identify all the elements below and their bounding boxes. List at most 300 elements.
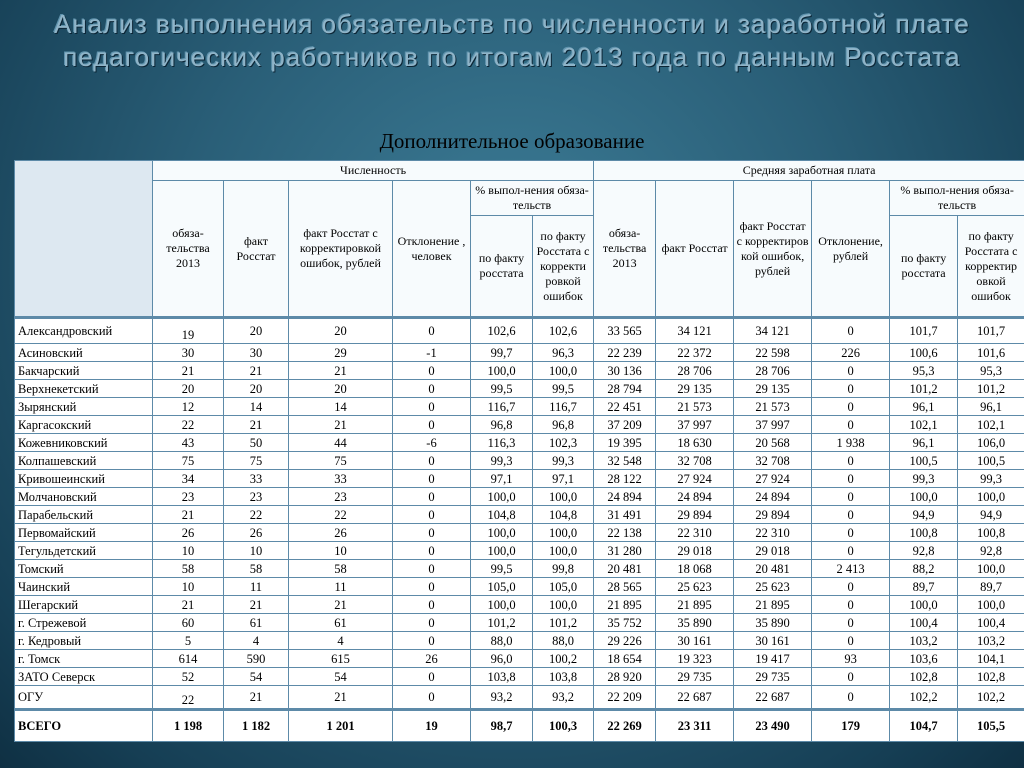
table-cell: 102,3 — [533, 434, 594, 452]
table-cell: 100,0 — [890, 488, 958, 506]
table-cell: 101,2 — [890, 380, 958, 398]
table-cell: 99,5 — [471, 560, 533, 578]
table-cell: 0 — [393, 596, 471, 614]
table-cell: 105,0 — [471, 578, 533, 596]
total-row — [15, 710, 1024, 742]
table-cell: 0 — [393, 506, 471, 524]
table-cell: 22 209 — [594, 686, 656, 710]
table-cell: 52 — [153, 668, 224, 686]
table-row — [15, 578, 1024, 596]
table-cell: 37 209 — [594, 416, 656, 434]
table-cell: 26 — [224, 524, 289, 542]
table-cell: 29 894 — [734, 506, 812, 524]
table-cell: 99,8 — [533, 560, 594, 578]
table-cell: 28 794 — [594, 380, 656, 398]
table-cell: 4 — [289, 632, 393, 650]
table-cell: 0 — [812, 452, 890, 470]
table-cell: 21 — [224, 416, 289, 434]
table-cell: 0 — [812, 524, 890, 542]
table-cell: 0 — [393, 578, 471, 596]
table-cell: 30 161 — [734, 632, 812, 650]
row-name: ОГУ — [15, 686, 153, 710]
table-cell: 21 — [224, 686, 289, 710]
table-cell: 102,1 — [958, 416, 1024, 434]
table-cell: 0 — [393, 488, 471, 506]
row-name: г. Томск — [15, 650, 153, 668]
table-cell: 101,6 — [958, 344, 1024, 362]
table-cell: 116,3 — [471, 434, 533, 452]
table-cell: 0 — [393, 632, 471, 650]
table-cell: 1 198 — [153, 710, 224, 742]
table-cell: 20 — [224, 318, 289, 344]
table-row — [15, 632, 1024, 650]
table-cell: 21 — [153, 506, 224, 524]
table-cell: 0 — [812, 380, 890, 398]
table-cell: 96,1 — [890, 398, 958, 416]
table-cell: 22 598 — [734, 344, 812, 362]
table-cell: 0 — [812, 398, 890, 416]
table-cell: 29 018 — [656, 542, 734, 560]
table-cell: 21 895 — [656, 596, 734, 614]
table-cell: 22 269 — [594, 710, 656, 742]
table-cell: 30 — [153, 344, 224, 362]
table-cell: 32 708 — [656, 452, 734, 470]
table-cell: 101,7 — [890, 318, 958, 344]
table-cell: 0 — [812, 668, 890, 686]
row-name: Бакчарский — [15, 362, 153, 380]
table-cell: 54 — [289, 668, 393, 686]
table-cell: 61 — [224, 614, 289, 632]
table-cell: 0 — [393, 614, 471, 632]
table-cell: 97,1 — [533, 470, 594, 488]
row-name: Первомайский — [15, 524, 153, 542]
row-name: Кривошеинский — [15, 470, 153, 488]
table-cell: 106,0 — [958, 434, 1024, 452]
table-cell: 96,1 — [890, 434, 958, 452]
header-group-count: Численность — [153, 161, 594, 181]
table-cell: 100,0 — [890, 596, 958, 614]
table-cell: 89,7 — [958, 578, 1024, 596]
table-cell: 99,3 — [958, 470, 1024, 488]
table-cell: 104,1 — [958, 650, 1024, 668]
table-cell: 0 — [812, 614, 890, 632]
table-cell: 100,6 — [890, 344, 958, 362]
table-cell: 0 — [393, 380, 471, 398]
table-cell: 0 — [812, 596, 890, 614]
table-row — [15, 560, 1024, 578]
header-percent-group: % выпол-нения обяза-тельств — [471, 181, 594, 216]
table-cell: 1 938 — [812, 434, 890, 452]
table-cell: 37 997 — [734, 416, 812, 434]
table-cell: 0 — [812, 318, 890, 344]
table-cell: 18 654 — [594, 650, 656, 668]
table-cell: 58 — [289, 560, 393, 578]
table-row — [15, 318, 1024, 344]
row-name: Александровский — [15, 318, 153, 344]
table-cell: 23 490 — [734, 710, 812, 742]
table-cell: 29 735 — [656, 668, 734, 686]
table-cell: 10 — [289, 542, 393, 560]
table-cell: 19 — [393, 710, 471, 742]
header-percent-group-salary: % выпол-нения обяза-тельств — [890, 181, 1024, 216]
table-cell: 20 — [289, 318, 393, 344]
table-cell: 0 — [393, 560, 471, 578]
table-cell: 30 136 — [594, 362, 656, 380]
table-row — [15, 506, 1024, 524]
row-name: ВСЕГО — [15, 710, 153, 742]
table-cell: 33 — [289, 470, 393, 488]
slide-title: Анализ выполнения обязательств по численности и заработной плате педагогических работников по итогам 2013 года по данным Росстата — [54, 9, 970, 72]
table-cell: 27 924 — [656, 470, 734, 488]
table-cell: 100,8 — [890, 524, 958, 542]
table-cell: 102,2 — [958, 686, 1024, 710]
table-cell: 28 565 — [594, 578, 656, 596]
table-cell: 33 565 — [594, 318, 656, 344]
table-cell: 60 — [153, 614, 224, 632]
table-cell: 0 — [393, 524, 471, 542]
table-cell: 104,8 — [471, 506, 533, 524]
header-corner — [15, 161, 153, 318]
table-cell: 26 — [289, 524, 393, 542]
table-cell: 29 226 — [594, 632, 656, 650]
table-cell: 94,9 — [958, 506, 1024, 524]
table-cell: 101,2 — [533, 614, 594, 632]
table-cell: 21 — [224, 362, 289, 380]
table-cell: 116,7 — [533, 398, 594, 416]
table-cell: 97,1 — [471, 470, 533, 488]
table-cell: 0 — [393, 398, 471, 416]
row-name: г. Кедровый — [15, 632, 153, 650]
table-cell: 44 — [289, 434, 393, 452]
table-cell: 0 — [812, 506, 890, 524]
table-row — [15, 416, 1024, 434]
table-cell: 33 — [224, 470, 289, 488]
table-cell: 93,2 — [471, 686, 533, 710]
table-cell: 61 — [289, 614, 393, 632]
table-cell: 22 — [153, 686, 224, 710]
table-cell: 0 — [812, 362, 890, 380]
row-name: Каргасокский — [15, 416, 153, 434]
table-cell: 21 — [289, 416, 393, 434]
table-cell: 2 413 — [812, 560, 890, 578]
table-cell: 0 — [393, 686, 471, 710]
table-cell: 75 — [289, 452, 393, 470]
table-cell: 29 735 — [734, 668, 812, 686]
table-cell: 22 687 — [656, 686, 734, 710]
table-cell: 24 894 — [594, 488, 656, 506]
table-cell: 0 — [393, 416, 471, 434]
table-row — [15, 470, 1024, 488]
table-cell: 43 — [153, 434, 224, 452]
table-cell: 99,3 — [533, 452, 594, 470]
table-cell: 21 — [153, 362, 224, 380]
table-cell: 103,2 — [890, 632, 958, 650]
table-cell: 0 — [812, 686, 890, 710]
table-cell: 23 311 — [656, 710, 734, 742]
table-row — [15, 344, 1024, 362]
table-cell: 20 — [224, 380, 289, 398]
table-cell: 101,7 — [958, 318, 1024, 344]
table-cell: 23 — [224, 488, 289, 506]
table-cell: 88,0 — [533, 632, 594, 650]
table-cell: 104,7 — [890, 710, 958, 742]
table-row — [15, 668, 1024, 686]
table-cell: 34 121 — [734, 318, 812, 344]
table-row — [15, 488, 1024, 506]
table-cell: 21 895 — [734, 596, 812, 614]
table-cell: 0 — [393, 318, 471, 344]
table-cell: 0 — [812, 470, 890, 488]
table-cell: 101,2 — [958, 380, 1024, 398]
table-cell: 31 491 — [594, 506, 656, 524]
table-cell: 96,8 — [471, 416, 533, 434]
table-cell: 102,6 — [471, 318, 533, 344]
table-cell: 22 239 — [594, 344, 656, 362]
table-cell: 614 — [153, 650, 224, 668]
table-cell: 12 — [153, 398, 224, 416]
table-cell: 22 — [224, 506, 289, 524]
table-cell: 22 138 — [594, 524, 656, 542]
table-cell: 102,8 — [890, 668, 958, 686]
table-cell: 20 — [289, 380, 393, 398]
row-name: Томский — [15, 560, 153, 578]
table-cell: 35 752 — [594, 614, 656, 632]
table-cell: 105,5 — [958, 710, 1024, 742]
table-cell: 0 — [812, 632, 890, 650]
table-cell: 23 — [153, 488, 224, 506]
row-name: г. Стрежевой — [15, 614, 153, 632]
table-cell: 99,5 — [533, 380, 594, 398]
row-name: Кожевниковский — [15, 434, 153, 452]
table-cell: 100,0 — [471, 524, 533, 542]
table-cell: 0 — [393, 668, 471, 686]
table-cell: 1 182 — [224, 710, 289, 742]
table-cell: 100,0 — [533, 524, 594, 542]
table-cell: 24 894 — [656, 488, 734, 506]
table-cell: 100,0 — [471, 488, 533, 506]
table-cell: 22 310 — [734, 524, 812, 542]
table-cell: 30 161 — [656, 632, 734, 650]
table-row — [15, 650, 1024, 668]
table-cell: 21 573 — [656, 398, 734, 416]
row-name: ЗАТО Северск — [15, 668, 153, 686]
table-cell: 96,8 — [533, 416, 594, 434]
table-cell: 20 568 — [734, 434, 812, 452]
table-row — [15, 596, 1024, 614]
table-cell: 93 — [812, 650, 890, 668]
table-cell: 20 481 — [594, 560, 656, 578]
table-cell: 28 920 — [594, 668, 656, 686]
table-cell: 100,8 — [958, 524, 1024, 542]
table-cell: 29 — [289, 344, 393, 362]
header-fact: факт Росстат — [224, 181, 289, 318]
table-cell: 100,0 — [533, 596, 594, 614]
table-cell: 22 451 — [594, 398, 656, 416]
table-cell: 58 — [153, 560, 224, 578]
table-cell: 23 — [289, 488, 393, 506]
table-cell: 28 122 — [594, 470, 656, 488]
table-cell: 100,0 — [958, 560, 1024, 578]
table-cell: 75 — [153, 452, 224, 470]
table-cell: 615 — [289, 650, 393, 668]
table-row — [15, 434, 1024, 452]
table-row — [15, 380, 1024, 398]
table-cell: 50 — [224, 434, 289, 452]
table-cell: 100,0 — [471, 596, 533, 614]
table-row — [15, 452, 1024, 470]
header-fact-corrected-salary: факт Росстат с корректиров кой ошибок, рублей — [734, 181, 812, 318]
header-pct-corrected-salary: по факту Росстата с корректир овкой ошибок — [958, 216, 1024, 318]
table-cell: 96,3 — [533, 344, 594, 362]
table-cell: 31 280 — [594, 542, 656, 560]
table-cell: 32 548 — [594, 452, 656, 470]
table-cell: 18 630 — [656, 434, 734, 452]
table-cell: 88,2 — [890, 560, 958, 578]
table-cell: 95,3 — [958, 362, 1024, 380]
table-cell: 21 — [289, 686, 393, 710]
table-cell: 28 706 — [734, 362, 812, 380]
table-cell: 179 — [812, 710, 890, 742]
table-cell: 21 — [153, 596, 224, 614]
table-cell: 4 — [224, 632, 289, 650]
table-cell: 20 481 — [734, 560, 812, 578]
table-cell: 100,4 — [958, 614, 1024, 632]
table-cell: 21 — [289, 596, 393, 614]
row-name: Верхнекетский — [15, 380, 153, 398]
table-cell: 102,2 — [890, 686, 958, 710]
table-cell: 25 623 — [734, 578, 812, 596]
table-cell: 30 — [224, 344, 289, 362]
table-cell: 92,8 — [958, 542, 1024, 560]
table-cell: 226 — [812, 344, 890, 362]
header-fact-corrected-count: факт Росстат с корректировкой ошибок, рублей — [289, 181, 393, 318]
header-commit-salary: обяза-тельства 2013 — [594, 181, 656, 318]
table-cell: 19 — [153, 318, 224, 344]
table-cell: 75 — [224, 452, 289, 470]
data-table — [14, 160, 1024, 742]
table-cell: 0 — [812, 542, 890, 560]
row-name: Колпашевский — [15, 452, 153, 470]
table-cell: 22 372 — [656, 344, 734, 362]
row-name: Зырянский — [15, 398, 153, 416]
table-cell: 21 573 — [734, 398, 812, 416]
table-cell: 26 — [153, 524, 224, 542]
table-cell: 100,5 — [890, 452, 958, 470]
table-cell: 89,7 — [890, 578, 958, 596]
table-cell: 35 890 — [734, 614, 812, 632]
table-cell: 11 — [289, 578, 393, 596]
table-row — [15, 362, 1024, 380]
table-cell: 104,8 — [533, 506, 594, 524]
table-cell: 19 417 — [734, 650, 812, 668]
table-cell: 99,7 — [471, 344, 533, 362]
table-cell: 1 201 — [289, 710, 393, 742]
row-name: Асиновский — [15, 344, 153, 362]
table-row — [15, 542, 1024, 560]
table-cell: 10 — [224, 542, 289, 560]
table-cell: 21 — [289, 362, 393, 380]
table-cell: 54 — [224, 668, 289, 686]
row-name: Шегарский — [15, 596, 153, 614]
table-cell: 19 395 — [594, 434, 656, 452]
table-cell: 100,0 — [471, 362, 533, 380]
table-cell: 102,6 — [533, 318, 594, 344]
header-deviation-count: Отклонение , человек — [393, 181, 471, 318]
row-name: Тегульдетский — [15, 542, 153, 560]
table-cell: 10 — [153, 578, 224, 596]
table-cell: 28 706 — [656, 362, 734, 380]
table-cell: 29 135 — [656, 380, 734, 398]
table-cell: 27 924 — [734, 470, 812, 488]
table-cell: 99,3 — [471, 452, 533, 470]
table-cell: 34 — [153, 470, 224, 488]
table-cell: 88,0 — [471, 632, 533, 650]
table-cell: 22 310 — [656, 524, 734, 542]
table-cell: 101,2 — [471, 614, 533, 632]
table-cell: 0 — [393, 362, 471, 380]
table-cell: 25 623 — [656, 578, 734, 596]
table-cell: 105,0 — [533, 578, 594, 596]
table-row — [15, 524, 1024, 542]
table-cell: 103,6 — [890, 650, 958, 668]
table-cell: 26 — [393, 650, 471, 668]
table-cell: 100,0 — [958, 596, 1024, 614]
table-cell: 29 018 — [734, 542, 812, 560]
table-cell: 18 068 — [656, 560, 734, 578]
table-cell: 35 890 — [656, 614, 734, 632]
table-cell: 14 — [224, 398, 289, 416]
table-cell: 11 — [224, 578, 289, 596]
table-row — [15, 398, 1024, 416]
table-row — [15, 614, 1024, 632]
table-cell: 96,1 — [958, 398, 1024, 416]
table-cell: 10 — [153, 542, 224, 560]
table-cell: 103,8 — [471, 668, 533, 686]
table-cell: 0 — [393, 542, 471, 560]
table-cell: 100,5 — [958, 452, 1024, 470]
header-fact-salary: факт Росстат — [656, 181, 734, 318]
table-cell: 590 — [224, 650, 289, 668]
table-cell: 20 — [153, 380, 224, 398]
table-cell: -6 — [393, 434, 471, 452]
table-cell: 0 — [393, 470, 471, 488]
table-cell: 99,5 — [471, 380, 533, 398]
table-cell: 100,3 — [533, 710, 594, 742]
table-cell: 34 121 — [656, 318, 734, 344]
table-cell: 29 894 — [656, 506, 734, 524]
table-cell: 100,0 — [533, 488, 594, 506]
row-name: Чаинский — [15, 578, 153, 596]
table-cell: -1 — [393, 344, 471, 362]
table-cell: 100,0 — [471, 542, 533, 560]
table-cell: 99,3 — [890, 470, 958, 488]
table-cell: 98,7 — [471, 710, 533, 742]
table-cell: 0 — [393, 452, 471, 470]
table-cell: 0 — [812, 416, 890, 434]
table-cell: 21 — [224, 596, 289, 614]
table-cell: 22 — [153, 416, 224, 434]
table-cell: 14 — [289, 398, 393, 416]
table-subtitle: Дополнительное образование — [379, 129, 645, 153]
table-cell: 116,7 — [471, 398, 533, 416]
table-cell: 100,4 — [890, 614, 958, 632]
header-pct-fact-salary: по факту росстата — [890, 216, 958, 318]
table-cell: 100,2 — [533, 650, 594, 668]
table-cell: 92,8 — [890, 542, 958, 560]
header-commit: обяза-тельства 2013 — [153, 181, 224, 318]
table-cell: 100,0 — [533, 362, 594, 380]
table-cell: 24 894 — [734, 488, 812, 506]
